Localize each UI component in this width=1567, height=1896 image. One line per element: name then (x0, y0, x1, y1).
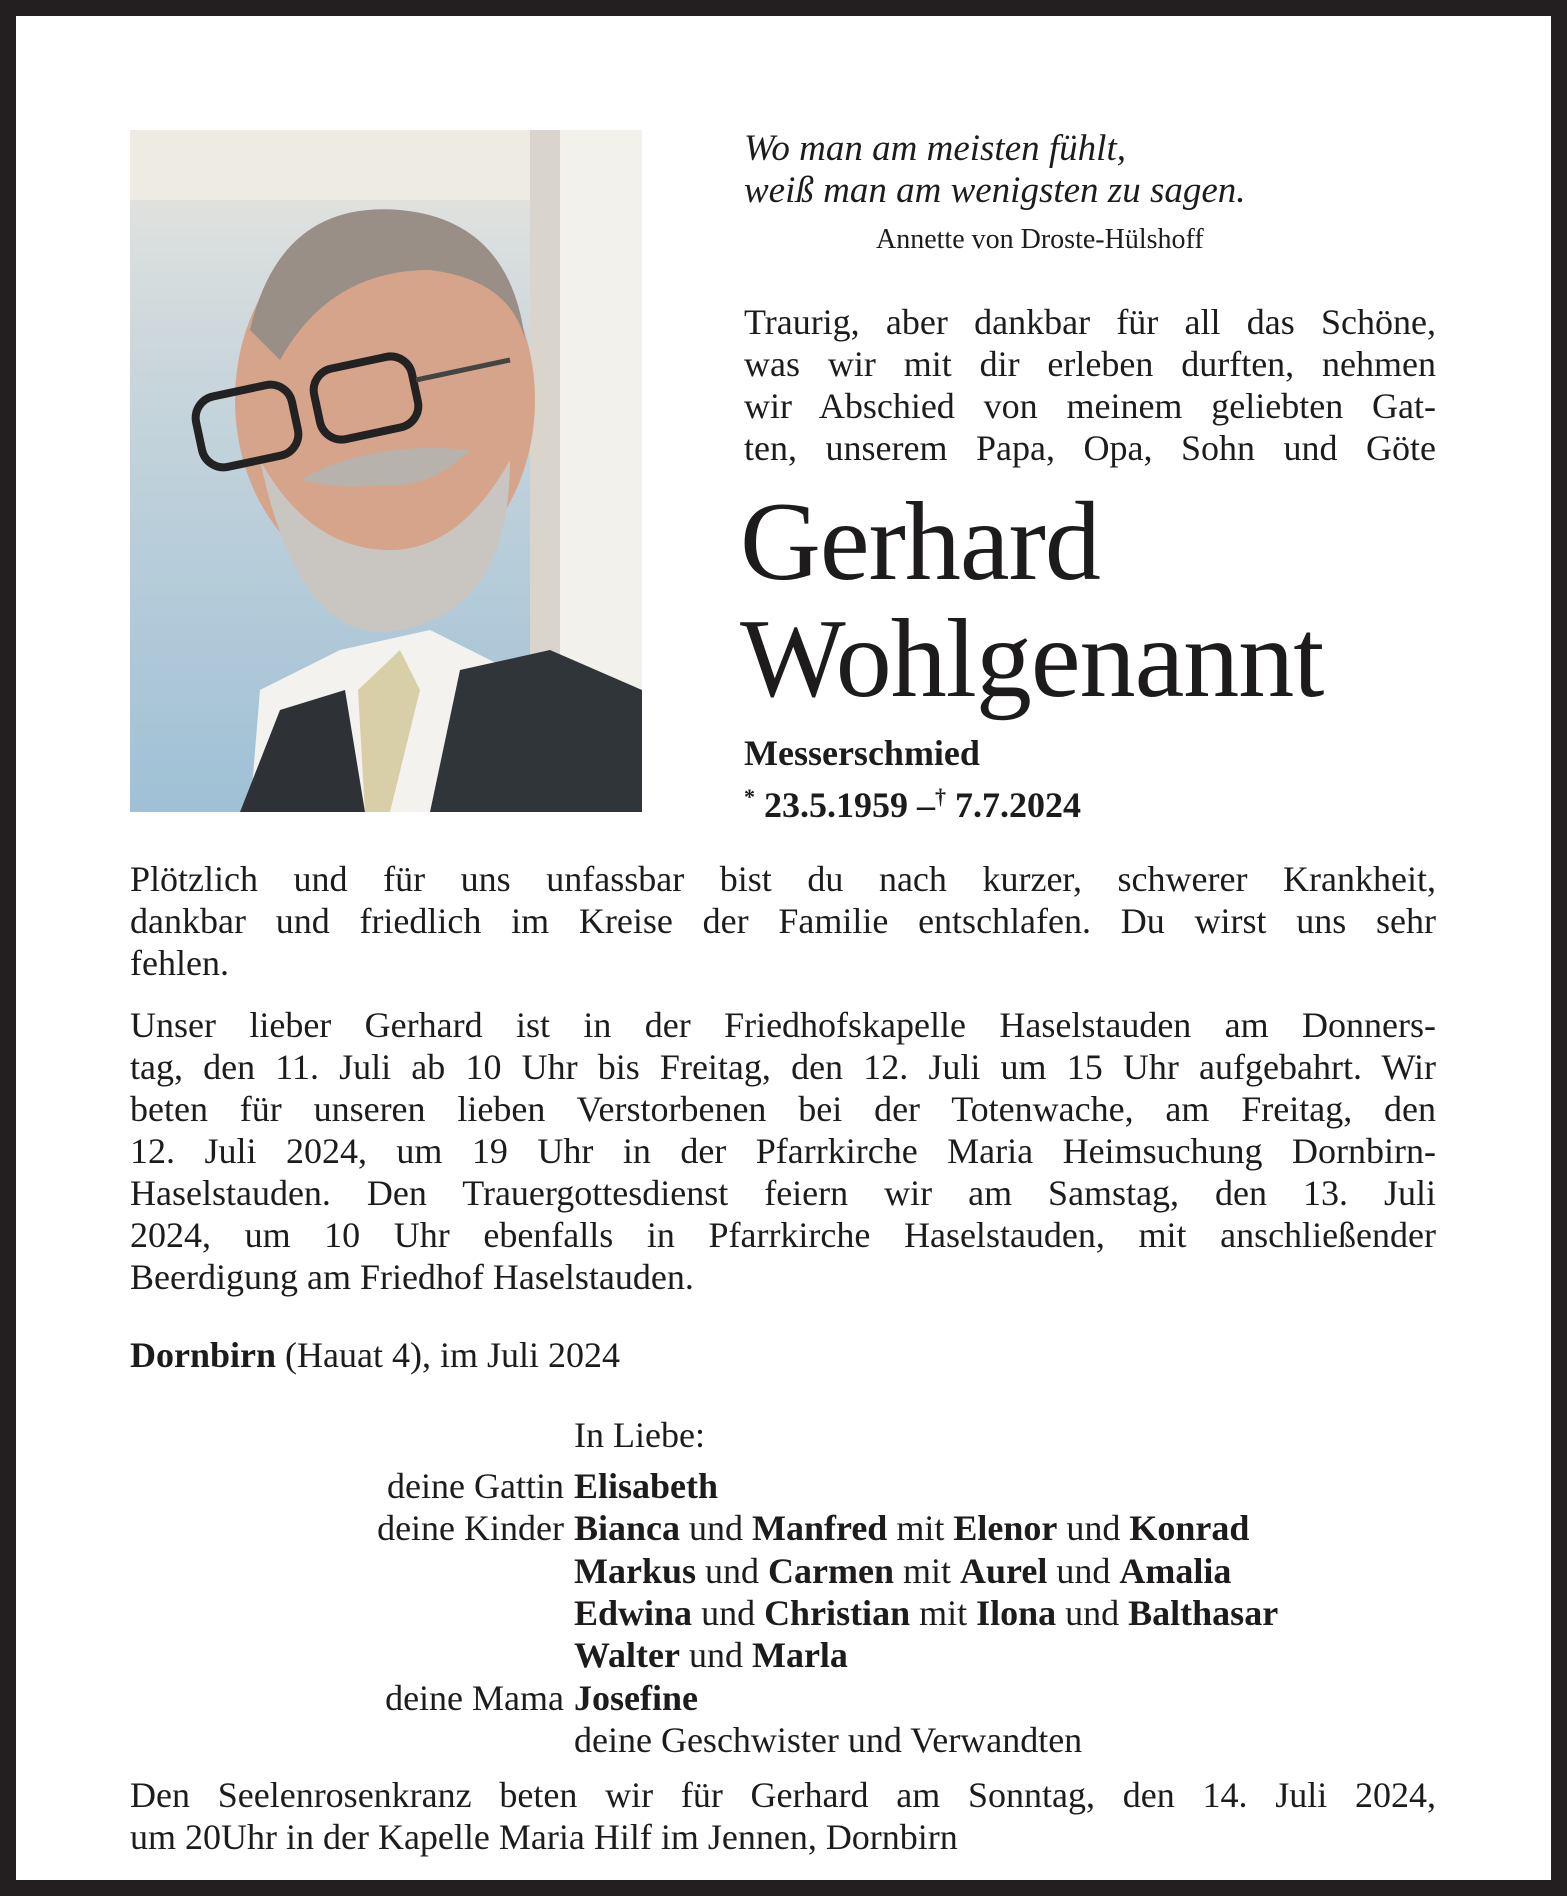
connector-text: und (680, 1508, 753, 1549)
mourner-name: Elisabeth (574, 1466, 719, 1506)
paragraph-line: beten für unseren lieben Verstorbenen bei der Totenwache, am Freitag, den (130, 1089, 1436, 1129)
mourner-name: Amalia (1119, 1550, 1232, 1591)
life-dates (744, 776, 1081, 826)
mourner-name: Markus (574, 1550, 697, 1591)
mourner-names (574, 1465, 718, 1507)
connector-text: und (1057, 1508, 1130, 1549)
intro-line: was wir mit dir erleben durften, nehmen (744, 344, 1436, 384)
mourner-names (574, 1719, 1082, 1761)
mourner-name: Konrad (1129, 1508, 1250, 1549)
mourner-name: Manfred (752, 1508, 888, 1549)
mourner-names (574, 1634, 848, 1676)
connector-text: und (1047, 1550, 1120, 1591)
closing-line: um 20Uhr in der Kapelle Maria Hilf im Jennen, Dornbirn (130, 1817, 958, 1857)
date-separator: – (917, 785, 935, 825)
mourner-name: Christian (764, 1592, 911, 1633)
paragraph-line: 2024, um 10 Uhr ebenfalls in Pfarrkirche Haselstauden, mit anschließender (130, 1215, 1436, 1255)
connector-text: und (1056, 1592, 1129, 1633)
mourners-heading: In Liebe: (574, 1415, 705, 1455)
connector-text: und (679, 1635, 752, 1676)
paragraph-line: Unser lieber Gerhard ist in der Friedhofskapelle Haselstauden am Donners- (130, 1005, 1436, 1045)
place-date (130, 1334, 620, 1376)
connector-text: mit (893, 1550, 960, 1591)
deceased-first-name: Gerhard (740, 480, 1100, 604)
mourner-relation: deine Mama (385, 1677, 564, 1718)
closing-line: Den Seelenrosenkranz beten wir für Gerhard am Sonntag, den 14. Juli 2024, (130, 1775, 1436, 1815)
mourner-name: Elenor (953, 1508, 1058, 1549)
place-rest: (Hauat 4), im Juli 2024 (276, 1335, 620, 1375)
mourner-name: Ilona (976, 1592, 1057, 1633)
mourner-name: Marla (751, 1635, 848, 1676)
intro-line: wir Abschied von meinem geliebten Gat- (744, 386, 1436, 426)
intro-line: ten, unserem Papa, Opa, Sohn und Göte (744, 428, 1436, 468)
connector-text: deine Geschwister und Verwandten (574, 1719, 1083, 1760)
quote-author: Annette von Droste-Hülshoff (876, 224, 1204, 255)
paragraph-line: 12. Juli 2024, um 19 Uhr in der Pfarrkirche Maria Heimsuchung Dornbirn- (130, 1131, 1436, 1171)
paragraph-line: Beerdigung am Friedhof Haselstauden. (130, 1257, 694, 1297)
born-symbol: * (744, 784, 755, 809)
birth-date: 23.5.1959 (764, 785, 908, 825)
mourner-names (574, 1592, 1278, 1634)
paragraph-line: dankbar und friedlich im Kreise der Familie entschlafen. Du wirst uns sehr (130, 901, 1436, 941)
mourner-name: Carmen (768, 1550, 894, 1591)
connector-text: und (696, 1550, 769, 1591)
profession: Messerschmied (744, 733, 980, 773)
paragraph-line: Haselstauden. Den Trauergottesdienst feiern wir am Samstag, den 13. Juli (130, 1173, 1436, 1213)
death-date: 7.7.2024 (955, 785, 1081, 825)
cross-symbol: † (935, 784, 946, 809)
paragraph-line: tag, den 11. Juli ab 10 Uhr bis Freitag, den 12. Juli um 15 Uhr aufgebahrt. Wir (130, 1047, 1436, 1087)
connector-text: mit (887, 1508, 954, 1549)
mourner-relation: deine Gattin (387, 1466, 564, 1506)
paragraph-line: Plötzlich und für uns unfassbar bist du nach kurzer, schwerer Krankheit, (130, 859, 1436, 899)
quote-line-1: Wo man am meisten fühlt, (744, 128, 1126, 169)
mourner-name: Edwina (574, 1592, 693, 1633)
mourner-names (574, 1677, 698, 1719)
obituary-page (16, 16, 1551, 1880)
connector-text: mit (910, 1592, 977, 1633)
connector-text: und (692, 1592, 765, 1633)
mourner-name: Balthasar (1128, 1592, 1279, 1633)
mourner-name: Bianca (574, 1508, 681, 1549)
place-city: Dornbirn (130, 1335, 277, 1375)
mourner-name: Walter (574, 1635, 680, 1676)
mourner-names (574, 1550, 1231, 1592)
mourner-names (574, 1507, 1249, 1549)
deceased-last-name: Wohlgenannt (740, 597, 1324, 721)
mourner-name: Josefine (574, 1677, 698, 1718)
paragraph-line: fehlen. (130, 943, 229, 983)
quote-line-2: weiß man am wenigsten zu sagen. (744, 170, 1246, 211)
portrait-photo (130, 130, 642, 812)
mourner-name: Aurel (960, 1550, 1048, 1591)
mourner-relation: deine Kinder (377, 1508, 564, 1549)
intro-line: Traurig, aber dankbar für all das Schöne, (744, 302, 1436, 342)
